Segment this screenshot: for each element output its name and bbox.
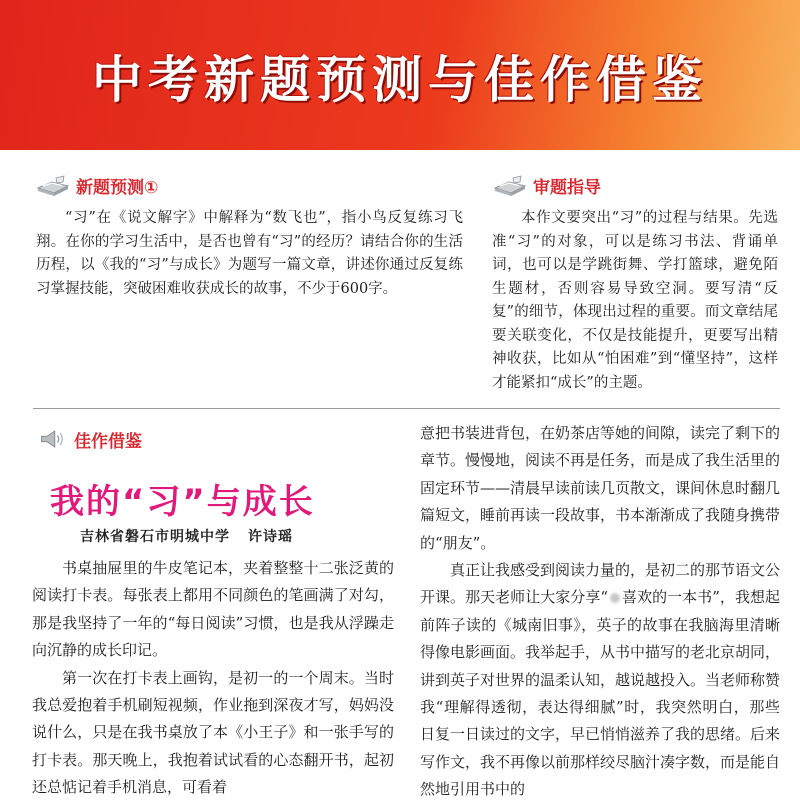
showcase-label: 佳作借鉴 <box>74 431 142 452</box>
essay-title: 我的“习”与成长 <box>50 482 315 522</box>
header-banner <box>0 0 800 150</box>
author-name: 许诗瑶 <box>248 529 293 545</box>
essay-text-segment: 喜欢的一本书”，我想起前阵子读的《城南旧事》，英子的故事在我脑海里清晰得像电影画面。我举起手，从书中描写的老北京胡同，讲到英子对世界的温柔认知，越说越投入。当老师称赞我“理解得透彻，表达得细腻”时，我突然明白，那些日复一日读过的文字，早已悄悄滋养了我的思绪。后来写作文，我不再像以前那样绞尽脑汁凑字数，而是能自然地引用书中的 <box>420 588 781 799</box>
prediction-label: 新题预测① <box>76 177 159 198</box>
author-school: 吉林省磐石市明城中学 <box>80 529 230 545</box>
essay-left-column <box>32 555 394 802</box>
essay-paragraph <box>420 557 780 804</box>
page-title: 中考新题预测与佳作借鉴 <box>92 51 708 109</box>
section-divider <box>33 408 780 409</box>
redacted-mark <box>610 593 620 603</box>
guidance-text: 本作文要突出“习”的过程与结果。先选准“习”的对象，可以是练习书法、背诵单词，也可以是学跳街舞、学打篮球，避免陌生题材，否则容易导致空洞。要写清“反复”的细节，体现出过程的重要。而文章结尾要关联变化，不仅是技能提升，更要写出精神收获，比如从“怕困难”到“懂坚持”，这样才能紧扣“成长”的主题。 <box>492 210 778 391</box>
showcase-heading <box>38 426 142 452</box>
guidance-label: 审题指导 <box>533 177 601 198</box>
author-line <box>80 526 293 546</box>
speaker-icon <box>38 428 68 450</box>
essay-paragraph: 书桌抽屉里的牛皮笔记本，夹着整整十二张泛黄的阅读打卡表。每张表上都用不同颜色的笔画满了对勾，那是我坚持了一年的“每日阅读”习惯，也是我从浮躁走向沉静的成长印记。 <box>32 559 394 660</box>
book-icon <box>493 174 527 196</box>
guidance-heading <box>493 172 601 198</box>
essay-text-segment: 真正让我感受到阅读力量的，是初二的那节语文公开课。那天老师让大家分享“ <box>420 561 781 607</box>
prediction-text: “习”在《说文解字》中解释为“数飞也”，指小鸟反复练习飞翔。在你的学习生活中，是否也曾有“习”的经历？请结合你的生活历程，以《我的“习”与成长》为题写一篇文章，讲述你通过反复练习掌握技能，突破困难收获成长的故事，不少于600字。 <box>36 210 463 297</box>
essay-paragraph: 意把书装进背包，在奶茶店等她的间隙，读完了剩下的章节。慢慢地，阅读不再是任务，而是成了我生活里的固定环节——清晨早读前读几页散文，课间休息时翻几篇短文，睡前再读一段故事，书本渐渐成了我随身携带的“朋友”。 <box>420 424 781 552</box>
prediction-heading <box>36 172 158 198</box>
book-icon <box>36 174 70 196</box>
essay-paragraph: 第一次在打卡表上画钩，是初一的一个周末。当时我总爱抱着手机刷短视频，作业拖到深夜才写，妈妈没说什么，只是在我书桌放了本《小王子》和一张手写的打卡表。那天晚上，我抱着试试看的心态翻开书，起初还总惦记着手机消息，可看着 <box>32 668 394 797</box>
essay-right-column <box>420 420 780 804</box>
